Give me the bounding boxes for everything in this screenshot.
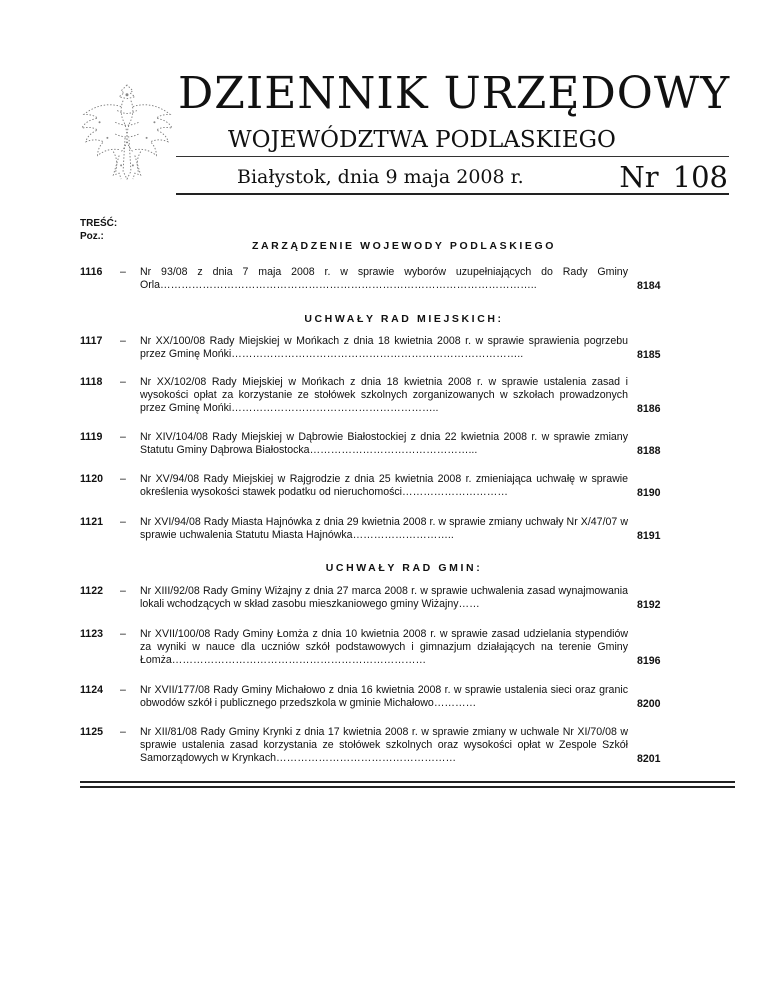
entry-page: 8200	[637, 698, 661, 710]
publication-date: Białystok, dnia 9 maja 2008 r.	[237, 166, 524, 188]
entry-position: 1122	[80, 585, 103, 597]
entry-page: 8196	[637, 655, 661, 667]
header-rule-bottom	[176, 193, 729, 195]
entry-page: 8186	[637, 403, 661, 415]
contents-label: TREŚĆ:	[80, 218, 118, 229]
entry-dash: –	[120, 431, 126, 443]
entry-page: 8185	[637, 349, 661, 361]
entry-dash: –	[120, 376, 126, 388]
entry-position: 1117	[80, 335, 103, 347]
entry-page: 8190	[637, 487, 661, 499]
journal-subtitle: WOJEWÓDZTWA PODLASKIEGO	[228, 127, 616, 153]
entry-text: Nr XVII/100/08 Rady Gminy Łomża z dnia 10 kwietnia 2008 r. w sprawie zasad udzielania stypendiów za wyniki w nauce dla uczniów szkół podstawowych i gimnazjum działających na terenie Gminy Łomża………………………………………………………………	[140, 628, 628, 666]
issue-number-block	[619, 160, 728, 194]
entry-text: Nr 93/08 z dnia 7 maja 2008 r. w sprawie wyborów uzupełniających do Rady Gminy Orla……………………………………………………………………………………………..	[140, 266, 628, 291]
entry-text: Nr XV/94/08 Rady Miejskiej w Rajgrodzie z dnia 25 kwietnia 2008 r. zmieniająca uchwałę w sprawie określenia wysokości stawek podatku od nieruchomości…………………………	[140, 473, 628, 498]
section-heading	[0, 313, 768, 325]
entry-position: 1125	[80, 726, 103, 738]
entry-dash: –	[120, 628, 126, 640]
entry-position: 1121	[80, 516, 103, 528]
entry-page: 8184	[637, 280, 661, 292]
entry-position: 1118	[80, 376, 103, 388]
entry-page: 8201	[637, 753, 661, 765]
entry-text: Nr XX/102/08 Rady Miejskiej w Mońkach z dnia 18 kwietnia 2008 r. w sprawie ustalenia zasad i wysokości opłat za korzystanie ze stołówek szkolnych zorganizowanych w szkołach prowadzonych przez Gminę Mońki…………………………………………………..	[140, 376, 628, 414]
entry-position: 1120	[80, 473, 103, 485]
entry-page: 8191	[637, 530, 661, 542]
eagle-emblem-icon	[78, 78, 176, 188]
entry-dash: –	[120, 684, 126, 696]
entry-text: Nr XII/81/08 Rady Gminy Krynki z dnia 17 kwietnia 2008 r. w sprawie zmiany w uchwale Nr XI/70/08 w sprawie ustalenia zasad korzystania ze stołówek szkolnych oraz wysokości opłat w Zespole Szkół Samorządowych w Krynkach……………………………………………	[140, 726, 628, 764]
entry-text: Nr XIII/92/08 Rady Gminy Wiżajny z dnia 27 marca 2008 r. w sprawie uchwalenia zasad wynajmowania lokali wchodzących w skład zasobu mieszkaniowego gminy Wiżajny……	[140, 585, 628, 610]
entry-position: 1124	[80, 684, 103, 696]
entry-dash: –	[120, 585, 126, 597]
section-heading	[0, 240, 768, 252]
entry-dash: –	[120, 473, 126, 485]
entry-text: Nr XIV/104/08 Rady Miejskiej w Dąbrowie Białostockiej z dnia 22 kwietnia 2008 r. w sprawie zmiany Statutu Gminy Dąbrowa Białostocka………………………………………...	[140, 431, 628, 456]
entry-text: Nr XVI/94/08 Rady Miasta Hajnówka z dnia 29 kwietnia 2008 r. w sprawie zmiany uchwały Nr X/47/07 w sprawie uchwalenia Statutu Miasta Hajnówka………………………..	[140, 516, 628, 541]
entry-page: 8188	[637, 445, 661, 457]
entry-dash: –	[120, 516, 126, 528]
section-heading-text: UCHWAŁY RAD MIEJSKICH:	[304, 313, 504, 325]
entry-dash: –	[120, 726, 126, 738]
entry-position: 1116	[80, 266, 103, 278]
entry-text: Nr XVII/177/08 Rady Gminy Michałowo z dnia 16 kwietnia 2008 r. w sprawie ustalenia sieci oraz granic obwodów szkół i publicznego przedszkola w gminie Michałowo…………	[140, 684, 628, 709]
footer-rule	[80, 781, 735, 783]
position-label: Poz.:	[80, 231, 104, 242]
header-rule-top	[176, 156, 729, 157]
entry-position: 1123	[80, 628, 103, 640]
entry-dash: –	[120, 266, 126, 278]
entry-dash: –	[120, 335, 126, 347]
entry-position: 1119	[80, 431, 103, 443]
issue-number: 108	[672, 160, 728, 194]
footer-rule	[80, 786, 735, 788]
section-heading	[0, 562, 768, 574]
section-heading-text: UCHWAŁY RAD GMIN:	[325, 562, 483, 574]
entry-page: 8192	[637, 599, 661, 611]
section-heading-text: ZARZĄDZENIE WOJEWODY PODLASKIEGO	[251, 240, 557, 252]
entry-text: Nr XX/100/08 Rady Miejskiej w Mońkach z dnia 18 kwietnia 2008 r. w sprawie sprawienia pogrzebu przez Gminę Mońki………………………………………………………………………..	[140, 335, 628, 360]
journal-title: DZIENNIK URZĘDOWY	[178, 68, 731, 119]
issue-label: Nr	[619, 160, 659, 194]
